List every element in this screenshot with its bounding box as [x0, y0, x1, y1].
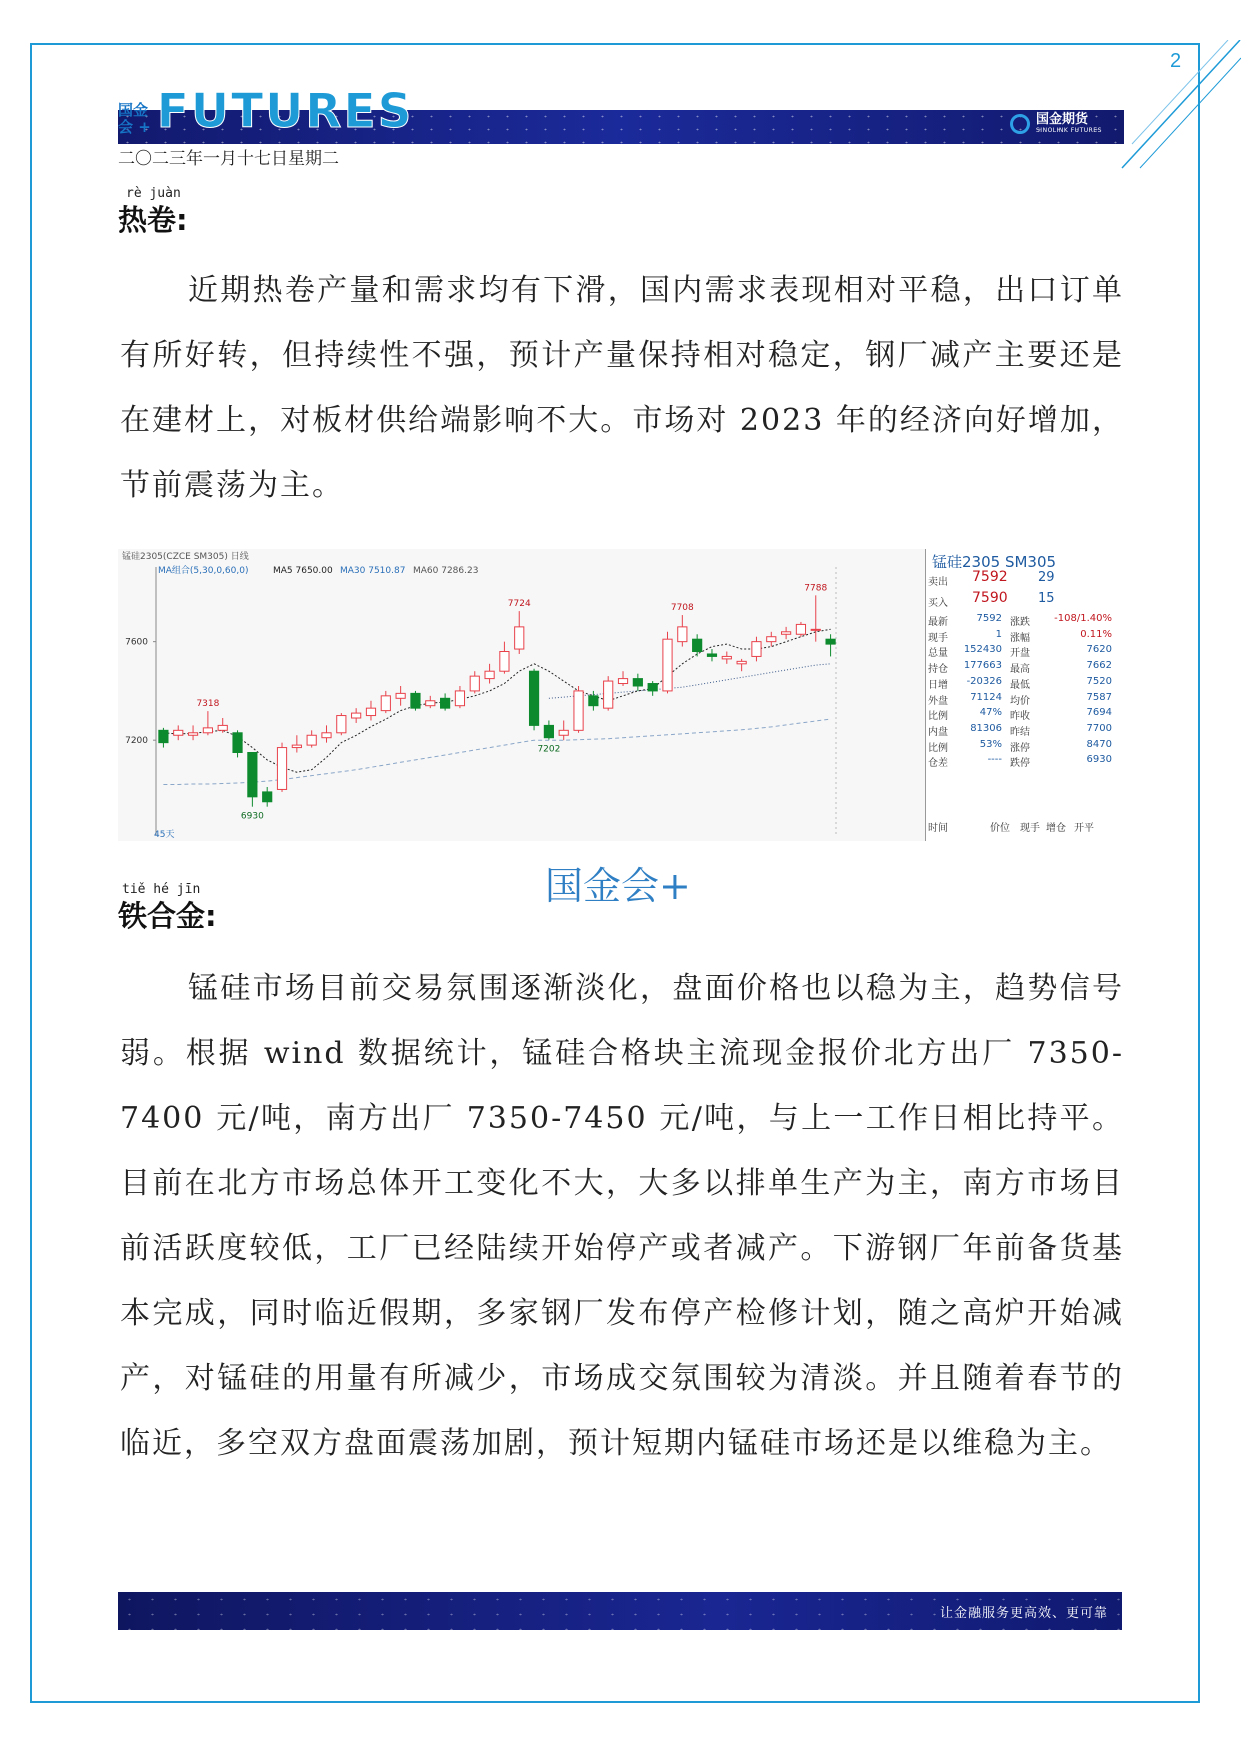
candle-body — [322, 733, 331, 738]
candle-body — [307, 735, 316, 745]
candle-body — [574, 691, 583, 730]
quote-value-2: 7662 — [1086, 660, 1112, 672]
candle-body — [337, 716, 346, 733]
quote-value: 177663 — [963, 660, 1002, 672]
candle-body — [648, 684, 657, 691]
quote-value: 152430 — [963, 644, 1002, 656]
quote-volume: 29 — [1038, 570, 1055, 585]
candle-body — [174, 730, 183, 735]
candle-body — [782, 632, 791, 634]
ma5-line — [163, 629, 830, 772]
candle-body — [455, 691, 464, 706]
brand-cn: 国金期货 — [1036, 112, 1089, 127]
ma-group-label: MA组合(5,30,0,60,0) — [158, 566, 249, 576]
quote-label: 比例 — [928, 711, 948, 723]
candle-body — [633, 679, 642, 686]
candle-body — [485, 671, 494, 678]
footer-band — [118, 1592, 1122, 1630]
candle-body — [604, 681, 613, 708]
quote-label: 外盘 — [928, 695, 948, 707]
quote-label: 仓差 — [928, 758, 948, 770]
logo-cn-line1: 国金 — [118, 101, 149, 119]
y-tick-label: 7200 — [125, 736, 148, 747]
watermark-logo: 国金会+ — [545, 864, 691, 908]
candle-body — [277, 748, 286, 790]
section1-heading: 热卷: — [118, 203, 188, 237]
price-annotation: 7202 — [537, 744, 561, 755]
quote-value-2: 7694 — [1086, 707, 1112, 719]
quote-column-label: 开平 — [1074, 823, 1094, 834]
brand-en: SINOLINK FUTURES — [1036, 127, 1102, 134]
ma5-label: MA5 7650.00 — [273, 566, 333, 576]
quote-value: ---- — [987, 754, 1002, 766]
quote-label-2: 昨收 — [1010, 711, 1030, 723]
logo-cn-line2: 会 + — [118, 118, 151, 136]
candle-body — [292, 745, 301, 747]
candle-body — [366, 708, 375, 715]
quote-label-2: 涨幅 — [1010, 632, 1030, 644]
price-annotation: 7318 — [196, 699, 220, 710]
quote-label-2: 开盘 — [1010, 648, 1030, 660]
quote-value: 7590 — [972, 590, 1008, 606]
price-annotation: 6930 — [240, 811, 264, 822]
candle-body — [767, 637, 776, 642]
candle-body — [470, 676, 479, 691]
candle-body — [441, 698, 450, 708]
quote-column-label: 现手 — [1020, 823, 1040, 834]
ma60-line — [163, 719, 830, 785]
quote-value: 7592 — [972, 569, 1008, 585]
candle-body — [396, 693, 405, 698]
candle-body — [796, 624, 805, 634]
quote-label-2: 跌停 — [1010, 758, 1030, 770]
candle-body — [515, 627, 524, 649]
price-annotation: 7788 — [804, 583, 828, 594]
x-range-label: 45天 — [154, 830, 175, 840]
candle-body — [411, 693, 420, 708]
quote-value: 53% — [979, 738, 1002, 750]
candle-body — [544, 725, 553, 737]
candle-body — [826, 639, 835, 644]
quote-column-label: 增仓 — [1046, 823, 1066, 834]
candle-body — [693, 639, 702, 651]
candle-body — [737, 661, 746, 663]
candle-body — [426, 701, 435, 706]
quote-label: 内盘 — [928, 726, 948, 738]
logo — [118, 84, 414, 139]
quote-label: 总量 — [928, 648, 948, 660]
quote-label: 最新 — [928, 617, 948, 628]
candle-body — [589, 696, 598, 706]
candle-body — [203, 728, 212, 733]
page-number: 2 — [1170, 50, 1182, 72]
candle-body — [663, 639, 672, 691]
quote-label-2: 最高 — [1010, 664, 1030, 676]
quote-label-2: 涨跌 — [1010, 617, 1030, 628]
brand-circle-icon — [1010, 114, 1030, 134]
report-date: 二〇二三年一月十七日星期二 — [118, 149, 339, 169]
quote-column-label: 时间 — [928, 823, 948, 834]
quote-label: 比例 — [928, 742, 948, 754]
y-tick-label: 7600 — [125, 637, 148, 648]
candle-body — [352, 713, 361, 718]
quote-value-2: 6930 — [1086, 754, 1112, 766]
candle-body — [381, 696, 390, 711]
footer-slogan: 让金融服务更高效、更可靠 — [939, 1606, 1108, 1621]
quote-label-2: 涨停 — [1010, 742, 1030, 754]
quote-value: -20326 — [966, 675, 1002, 687]
brand-mark — [1010, 113, 1102, 135]
quote-value: 71124 — [970, 691, 1002, 703]
candle-body — [263, 792, 272, 802]
candle-body — [752, 642, 761, 657]
quote-value: 7592 — [976, 613, 1002, 624]
section1-paragraph: 近期热卷产量和需求均有下滑，国内需求表现相对平稳，出口订单有所好转，但持续性不强，预计产量保持相对稳定，钢厂减产主要还是在建材上，对板材供给端影响不大。市场对 2023 年的经济向好增加，节前震荡为主。 — [120, 273, 1124, 503]
section1-pinyin: rè juàn — [126, 186, 181, 201]
candle-body — [500, 652, 509, 672]
candle-body — [707, 654, 716, 656]
quote-value-2: -108/1.40% — [1054, 613, 1112, 624]
quote-value-2: 7520 — [1086, 675, 1112, 687]
ma30-line — [549, 664, 831, 699]
quote-value: 1 — [995, 628, 1002, 640]
quote-label-2: 最低 — [1010, 679, 1030, 691]
quote-value-2: 7700 — [1086, 722, 1112, 734]
quote-label-2: 均价 — [1010, 695, 1030, 707]
quote-value-2: 0.11% — [1080, 628, 1112, 640]
candle-body — [188, 733, 197, 735]
quote-label: 买入 — [928, 598, 948, 609]
candle-body — [678, 627, 687, 642]
quote-label: 现手 — [928, 632, 948, 644]
candle-body — [811, 629, 820, 630]
quote-column-label: 价位 — [990, 823, 1010, 834]
candle-body — [218, 725, 227, 730]
quote-label-2: 昨结 — [1010, 726, 1030, 738]
quote-value: 47% — [979, 707, 1002, 719]
logo-futures-text: FUTURES — [156, 84, 414, 139]
candle-body — [159, 730, 168, 742]
quote-volume: 15 — [1038, 591, 1055, 606]
quote-value-2: 7587 — [1086, 691, 1112, 703]
candle-body — [233, 733, 242, 753]
quote-value-2: 7620 — [1086, 644, 1112, 656]
ma30-label: MA30 7510.87 — [340, 566, 406, 576]
section2-heading: 铁合金: — [118, 899, 217, 933]
section2-paragraph: 锰硅市场目前交易氛围逐渐淡化，盘面价格也以稳为主，趋势信号弱。根据 wind 数据统计，锰硅合格块主流现金报价北方出厂 7350-7400 元/吨，南方出厂 7350-7450 元/吨，与上一工作日相比持平。目前在北方市场总体开工变化不大，大多以排单生产为主，南方市场目前活跃度较低，工厂已经陆续开始停产或者减产。下游钢厂年前备货基本完成，同时临近假期，多家钢厂发布停产检修计划，随之高炉开始减产，对锰硅的用量有所减少，市场成交氛围较为清淡。并且随着春节的临近，多空双方盘面震荡加剧，预计短期内锰硅市场还是以维稳为主。 — [120, 971, 1124, 1461]
candle-body — [529, 671, 538, 725]
quote-value-2: 8470 — [1086, 738, 1112, 750]
quote-label: 卖出 — [928, 577, 948, 588]
section2-pinyin: tiě hé jīn — [122, 882, 201, 897]
ma60-label: MA60 7286.23 — [413, 566, 479, 576]
quote-label: 持仓 — [928, 664, 948, 676]
chart-plot — [118, 549, 925, 841]
price-annotation: 7724 — [507, 599, 531, 610]
quote-title: 锰硅2305 SM305 — [932, 553, 1057, 571]
chart-header-label: 锰硅2305(CZCE SM305) 日线 — [122, 552, 249, 562]
quote-value: 81306 — [970, 722, 1002, 734]
candle-body — [248, 752, 257, 796]
candle-body — [722, 656, 731, 658]
price-annotation: 7708 — [670, 603, 694, 614]
candle-body — [559, 730, 568, 735]
candle-body — [618, 679, 627, 684]
candlestick-chart — [118, 549, 1119, 841]
quote-label: 日增 — [928, 679, 948, 691]
quote-panel — [925, 549, 1119, 841]
corner-decoration — [1110, 40, 1241, 170]
